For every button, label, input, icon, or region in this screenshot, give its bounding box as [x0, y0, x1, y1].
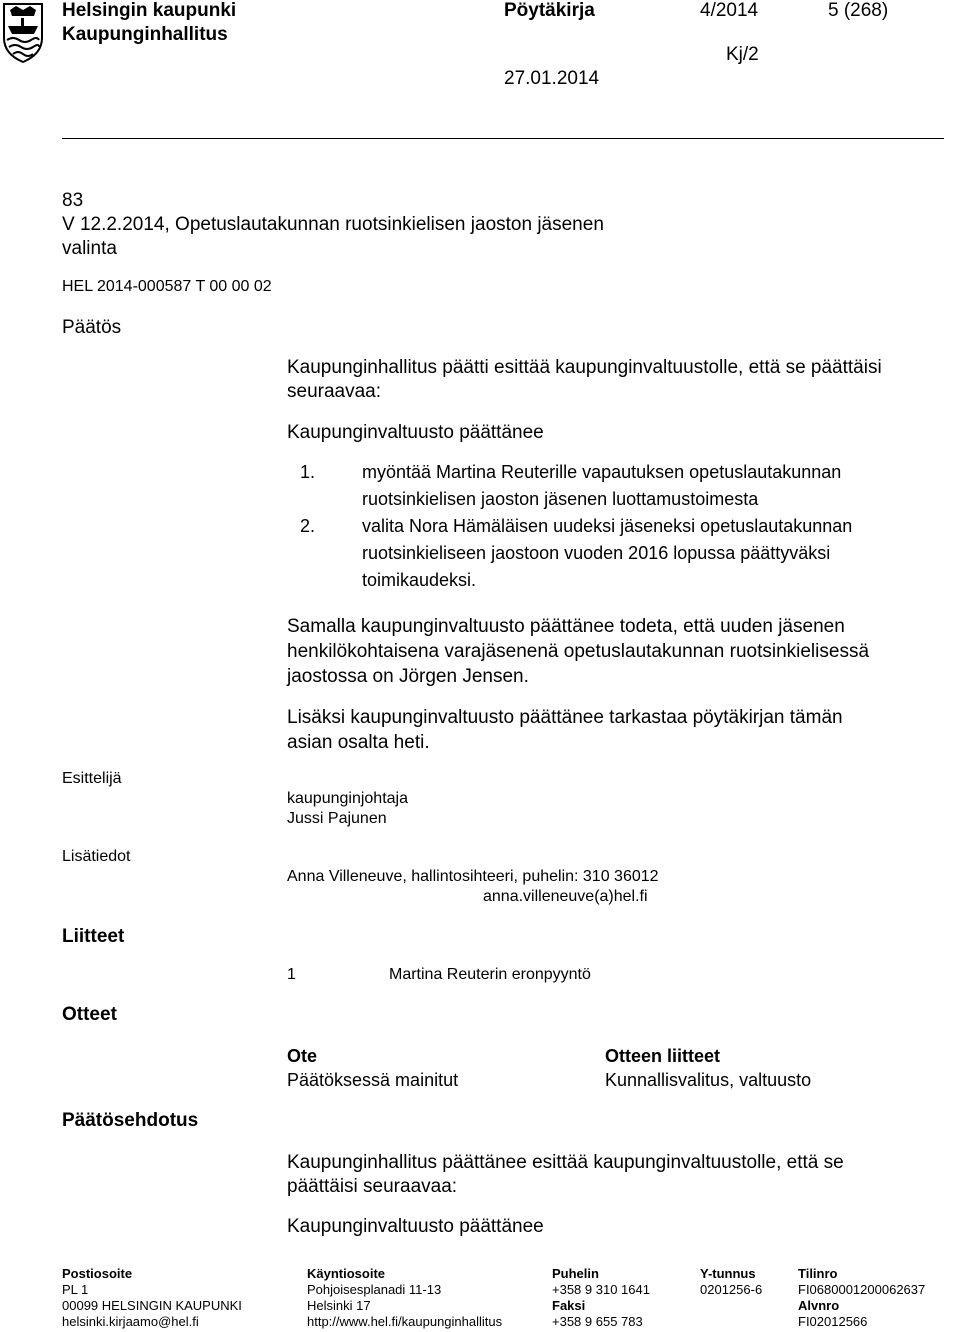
presenter-role: kaupunginjohtaja: [287, 790, 408, 807]
decision-paragraph2-line2: asian osalta heti.: [287, 732, 430, 753]
list-item: [300, 513, 852, 594]
footer-postal-label: Postiosoite: [62, 1266, 133, 1281]
decision-paragraph1-line3: jaostossa on Jörgen Jensen.: [287, 666, 529, 687]
proposal-line1: Kaupunginhallitus päättänee esittää kaupunginvaltuustolle, että se: [287, 1152, 844, 1173]
extracts-col1-value: Päätöksessä mainitut: [287, 1070, 459, 1090]
proposal-label: Päätösehdotus: [62, 1110, 199, 1131]
decision-list: [300, 459, 852, 594]
item-number: 83: [62, 190, 84, 211]
extracts-col1-header: Ote: [287, 1046, 318, 1066]
item-title-line2: valinta: [62, 238, 117, 259]
proposal-council: Kaupunginvaltuusto päättänee: [287, 1216, 544, 1237]
extracts-col2-value: Kunnallisvalitus, valtuusto: [605, 1070, 812, 1090]
proposal-line2: päättäisi seuraavaa:: [287, 1176, 458, 1197]
decision-council: Kaupunginvaltuusto päättänee: [287, 422, 544, 443]
footer-visiting-line1: Pohjoisesplanadi 11-13: [307, 1282, 442, 1297]
list-item-text-line2: ruotsinkielisen jaoston jäsenen luottamustoimesta: [362, 489, 759, 509]
footer-postal: [62, 1266, 242, 1330]
helsinki-coat-of-arms-logo: [2, 2, 44, 64]
list-item-number: 2.: [300, 516, 316, 536]
decision-label: Päätös: [62, 317, 122, 338]
header-page: 5 (268): [828, 0, 889, 21]
footer-ytunnus-label: Y-tunnus: [700, 1266, 756, 1281]
header-doc-type: Pöytäkirja: [504, 0, 595, 21]
footer-phone-label: Puhelin: [552, 1266, 599, 1281]
footer-phone: [552, 1266, 650, 1330]
extracts-label: Otteet: [62, 1004, 117, 1025]
footer-postal-line1: PL 1: [62, 1282, 89, 1297]
footer-fax-number: +358 9 655 783: [552, 1314, 643, 1329]
contact-info: Anna Villeneuve, hallintosihteeri, puhelin: 310 36012: [287, 868, 659, 885]
footer-postal-email[interactable]: helsinki.kirjaamo@hel.fi: [62, 1314, 199, 1329]
extracts-col2-header: Otteen liitteet: [605, 1046, 721, 1066]
footer-account-value: FI0680001200062637: [798, 1282, 926, 1297]
contact-email[interactable]: anna.villeneuve(a)hel.fi: [483, 888, 648, 905]
decision-paragraph1-line1: Samalla kaupunginvaltuusto päättänee todeta, että uuden jäsenen: [287, 616, 845, 637]
list-item: [300, 459, 852, 513]
decision-intro-line2: seuraavaa:: [287, 381, 382, 402]
header-body: Kaupunginhallitus: [62, 24, 228, 45]
list-item-text-line3: toimikaudeksi.: [362, 570, 477, 590]
footer-ytunnus: [700, 1266, 762, 1298]
more-info-label: Lisätiedot: [62, 848, 131, 865]
header-org: Helsingin kaupunki: [62, 0, 237, 21]
header-date: 27.01.2014: [504, 68, 600, 89]
attachments-label: Liitteet: [62, 926, 125, 947]
footer-account: [798, 1266, 925, 1330]
presenter-name: Jussi Pajunen: [287, 810, 387, 827]
list-item-number: 1.: [300, 462, 316, 482]
footer-fax-label: Faksi: [552, 1298, 586, 1313]
presenter-label: Esittelijä: [62, 770, 122, 787]
item-title-line1: V 12.2.2014, Opetuslautakunnan ruotsinkielisen jaoston jäsenen: [62, 214, 604, 235]
header-divider: [62, 138, 944, 139]
footer-alv-value: FI02012566: [798, 1314, 868, 1329]
list-item-text-line1: valita Nora Hämäläisen uudeksi jäseneksi opetuslautakunnan: [362, 516, 853, 536]
header-number: 4/2014: [700, 0, 759, 21]
list-item-text-line1: myöntää Martina Reuterille vapautuksen opetuslautakunnan: [362, 462, 842, 482]
list-item-text-line2: ruotsinkieliseen jaostoon vuoden 2016 lopussa päättyväksi: [362, 543, 831, 563]
decision-paragraph1-line2: henkilökohtaisena varajäsenenä opetuslautakunnan ruotsinkielisessä: [287, 641, 870, 662]
attachment-title[interactable]: Martina Reuterin eronpyyntö: [389, 966, 591, 983]
decision-paragraph2-line1: Lisäksi kaupunginvaltuusto päättänee tarkastaa pöytäkirjan tämän: [287, 707, 843, 728]
footer-phone-number: +358 9 310 1641: [552, 1282, 650, 1297]
footer-visiting-label: Käyntiosoite: [307, 1266, 386, 1281]
header-code: Kj/2: [726, 44, 759, 65]
decision-intro-line1: Kaupunginhallitus päätti esittää kaupunginvaltuustolle, että se päättäisi: [287, 357, 882, 378]
footer-visiting: [307, 1266, 502, 1330]
record-number: HEL 2014-000587 T 00 00 02: [62, 278, 272, 295]
footer-ytunnus-value: 0201256-6: [700, 1282, 763, 1297]
footer-visiting-url[interactable]: http://www.hel.fi/kaupunginhallitus: [307, 1314, 503, 1329]
footer-postal-line2: 00099 HELSINGIN KAUPUNKI: [62, 1298, 242, 1313]
footer-alv-label: Alvnro: [798, 1298, 840, 1313]
attachment-number: 1: [287, 966, 296, 983]
footer-visiting-line2: Helsinki 17: [307, 1298, 371, 1313]
footer-account-label: Tilinro: [798, 1266, 838, 1281]
